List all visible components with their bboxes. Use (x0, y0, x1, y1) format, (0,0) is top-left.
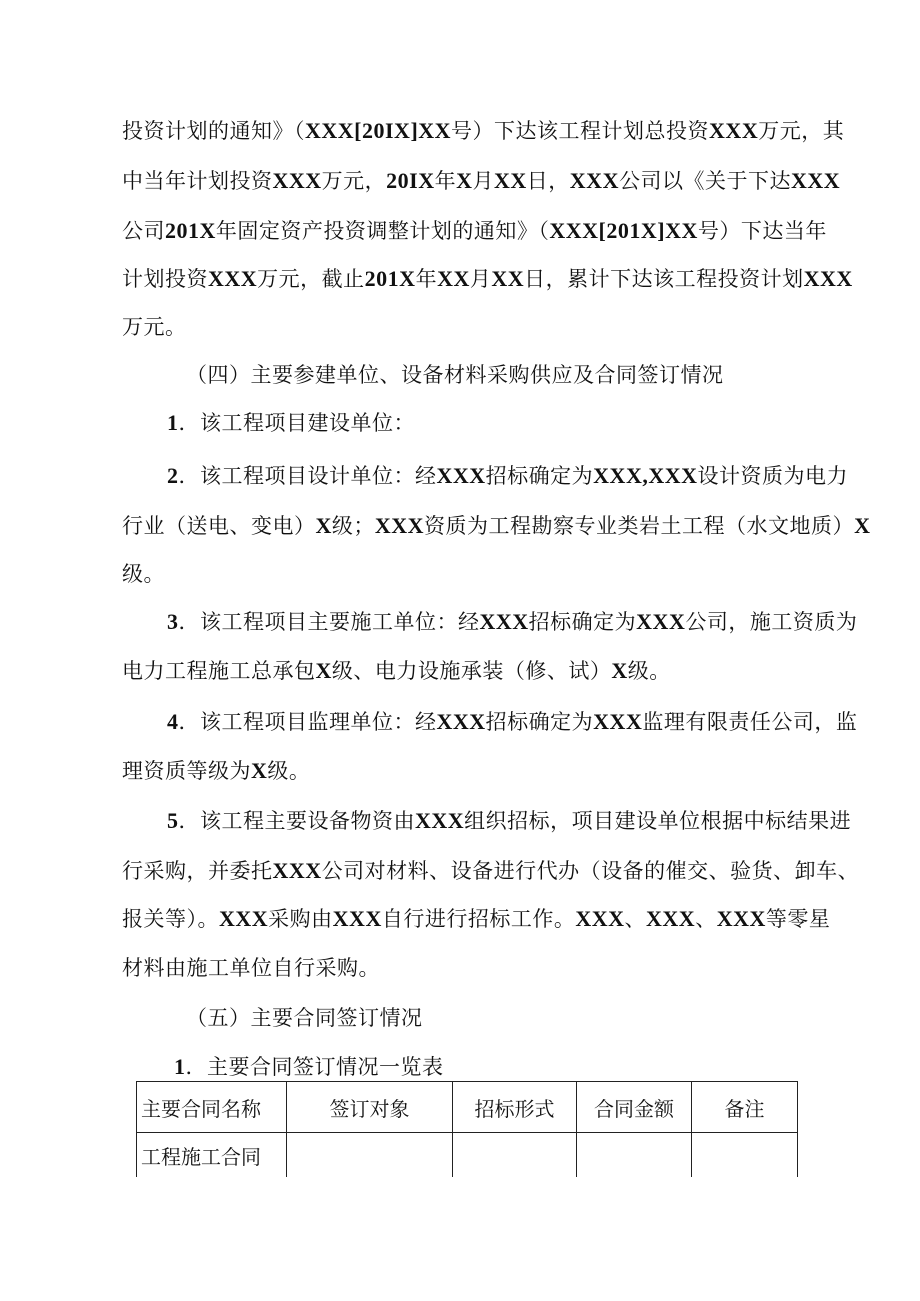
header-remarks: 备注 (692, 1082, 798, 1133)
cell-contract-amount (577, 1133, 692, 1178)
item4-line-2: 理资质等级为X级。 (122, 758, 311, 783)
table-caption: 1．主要合同签订情况一览表 (174, 1054, 444, 1079)
header-bidding-form: 招标形式 (453, 1082, 577, 1133)
investment-line-4: 计划投资XXX万元，截止201X年XX月XX日，累计下达该工程投资计划XXX (122, 266, 853, 291)
item1-construction-unit: 1．该工程项目建设单位： (167, 410, 415, 435)
investment-line-5: 万元。 (122, 315, 187, 339)
item2-line-2: 行业（送电、变电）X级；XXX资质为工程勘察专业类岩土工程（水文地质）X (122, 513, 871, 538)
cell-remarks (692, 1133, 798, 1178)
header-contract-name: 主要合同名称 (137, 1082, 287, 1133)
investment-line-1: 投资计划的通知》（XXX[20IX]XX号）下达该工程计划总投资XXX万元，其 (122, 118, 845, 143)
cell-signing-party (287, 1133, 453, 1178)
section-four-heading: （四）主要参建单位、设备材料采购供应及合同签订情况 (186, 363, 724, 387)
item5-line-3: 报关等）。XXX采购由XXX自行进行招标工作。XXX、XXX、XXX等零星 (122, 906, 831, 931)
item4-line-1: 4．该工程项目监理单位：经XXX招标确定为XXX监理有限责任公司，监 (167, 709, 858, 734)
cell-bidding-form (453, 1133, 577, 1178)
header-contract-amount: 合同金额 (577, 1082, 692, 1133)
cell-contract-name: 工程施工合同 (137, 1133, 287, 1178)
section-five-heading: （五）主要合同签订情况 (186, 1006, 423, 1030)
item5-line-1: 5．该工程主要设备物资由XXX组织招标，项目建设单位根据中标结果进 (167, 808, 852, 833)
header-signing-party: 签订对象 (287, 1082, 453, 1133)
item3-line-1: 3．该工程项目主要施工单位：经XXX招标确定为XXX公司，施工资质为 (167, 609, 858, 634)
investment-line-2: 中当年计划投资XXX万元，20IX年X月XX日，XXX公司以《关于下达XXX (122, 168, 841, 193)
table-row (137, 1133, 798, 1178)
investment-line-3: 公司201X年固定资产投资调整计划的通知》（XXX[201X]XX号）下达当年 (122, 218, 827, 243)
item5-line-2: 行采购，并委托XXX公司对材料、设备进行代办（设备的催交、验货、卸车、 (122, 858, 860, 883)
item2-line-1: 2．该工程项目设计单位：经XXX招标确定为XXX,XXX设计资质为电力 (167, 463, 848, 488)
contracts-table (136, 1081, 798, 1177)
item3-line-2: 电力工程施工总承包X级、电力设施承装（修、试）X级。 (122, 658, 671, 683)
item2-line-3: 级。 (122, 562, 165, 586)
table-header-row (137, 1082, 798, 1133)
item5-line-4: 材料由施工单位自行采购。 (122, 956, 380, 980)
